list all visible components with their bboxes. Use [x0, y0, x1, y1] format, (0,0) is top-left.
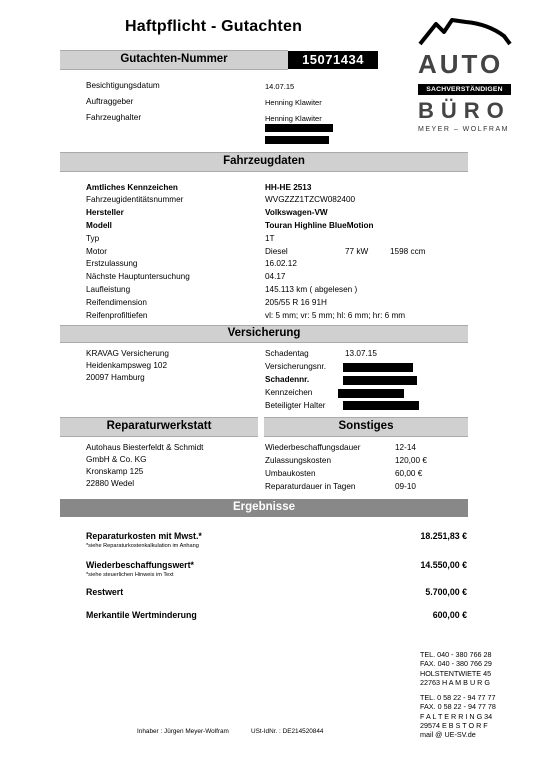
redaction	[343, 401, 419, 410]
gutachten-number-label: Gutachten-Nummer	[120, 53, 228, 65]
city-hamburg: 22763 H A M B U R G	[420, 677, 490, 687]
fax-ebstorf: FAX. 0 58 22 - 94 77 78	[420, 702, 496, 712]
field-label: Beteiligter Halter	[265, 401, 326, 410]
result-value: 600,00 €	[432, 610, 467, 620]
result-value: 14.550,00 €	[420, 560, 467, 570]
redaction	[265, 136, 329, 144]
field-value: WVGZZZ1TZCW082400	[265, 195, 356, 204]
field-label: Erstzulassung	[86, 259, 138, 268]
field-label: Besichtigungsdatum	[86, 81, 160, 90]
street-hamburg: HOLSTENTWIETE 45	[420, 668, 492, 678]
field-value: 04.17	[265, 272, 286, 281]
field-label: Auftraggeber	[86, 97, 134, 106]
field-value: Touran Highline BlueMotion	[265, 221, 374, 230]
field-value: 60,00 €	[395, 469, 423, 478]
footer-owner: Inhaber : Jürgen Meyer-Wolfram	[137, 728, 229, 735]
field-label: Nächste Hauptuntersuchung	[86, 272, 190, 281]
field-label: Modell	[86, 221, 112, 230]
field-label: Fahrzeughalter	[86, 113, 142, 122]
field-value: 14.07.15	[265, 82, 295, 91]
motor-displacement: 1598 ccm	[390, 247, 426, 256]
gutachten-number-bar	[60, 50, 288, 70]
field-label: Zulassungskosten	[265, 456, 331, 465]
field-value: 09-10	[395, 482, 416, 491]
field-value: 16.02.12	[265, 259, 297, 268]
city-ebstorf: 29574 E B S T O R F	[420, 720, 488, 730]
field-label: Reifendimension	[86, 298, 147, 307]
result-label: Wiederbeschaffungswert*	[86, 560, 194, 570]
ergebnisse-header	[60, 499, 468, 517]
workshop-company: GmbH & Co. KG	[86, 455, 147, 464]
result-label: Reparaturkosten mit Mwst.*	[86, 531, 202, 541]
section-title: Fahrzeugdaten	[223, 155, 305, 167]
field-label: Umbaukosten	[265, 469, 316, 478]
field-value: Diesel	[265, 247, 288, 256]
car-silhouette-icon	[418, 14, 514, 46]
versicherung-header	[60, 325, 468, 343]
result-note: *siehe Reparaturkostenkalkulation im Anhang	[86, 543, 199, 549]
email: mail @ UE-SV.de	[420, 730, 476, 740]
redaction	[338, 389, 404, 398]
logo-buero: BÜRO	[418, 98, 511, 123]
field-value: 1T	[265, 234, 275, 243]
insurer-city: 20097 Hamburg	[86, 373, 145, 382]
contact-hamburg	[420, 650, 492, 687]
section-title: Reparaturwerkstatt	[106, 420, 212, 432]
logo-sachverstaendigen: SACHVERSTÄNDIGEN	[418, 84, 511, 95]
field-value: Henning Klawiter	[265, 98, 322, 107]
contact-ebstorf	[420, 693, 496, 739]
insurer-name: KRAVAG Versicherung	[86, 349, 169, 358]
footer-vat-id: USt-IdNr. : DE214520844	[251, 728, 324, 735]
field-label: Amtliches Kennzeichen	[86, 183, 178, 192]
field-value: 120,00 €	[395, 456, 427, 465]
redaction	[343, 376, 417, 385]
field-label: Schadennr.	[265, 375, 310, 384]
redaction	[265, 124, 333, 132]
result-label: Restwert	[86, 587, 124, 597]
logo-auto: AUTO	[418, 49, 504, 79]
field-value: Volkswagen-VW	[265, 208, 328, 217]
field-value: 12-14	[395, 443, 416, 452]
field-value: HH-HE 2513	[265, 183, 312, 192]
field-label: Reifenprofiltiefen	[86, 311, 148, 320]
street-ebstorf: F A L T E R R I N G 34	[420, 711, 493, 721]
sonstiges-header	[264, 417, 468, 437]
section-title: Versicherung	[227, 327, 301, 339]
field-label: Hersteller	[86, 208, 124, 217]
workshop-name: Autohaus Biesterfeldt & Schmidt	[86, 443, 204, 452]
document-title: Haftpflicht - Gutachten	[125, 18, 303, 35]
field-label: Schadentag	[265, 349, 309, 358]
field-label: Kennzeichen	[265, 388, 313, 397]
workshop-city: 22880 Wedel	[86, 479, 135, 488]
field-label: Laufleistung	[86, 285, 131, 294]
redaction	[343, 363, 413, 372]
field-value: Henning Klawiter	[265, 114, 322, 123]
field-label: Motor	[86, 247, 107, 256]
result-value: 5.700,00 €	[425, 587, 467, 597]
section-title: Ergebnisse	[233, 501, 295, 513]
field-label: Fahrzeugidentitätsnummer	[86, 195, 184, 204]
gutachten-number: 15071434	[288, 51, 378, 69]
field-value: vl: 5 mm; vr: 5 mm; hl: 6 mm; hr: 6 mm	[265, 311, 406, 320]
werkstatt-header	[60, 417, 258, 437]
phone-ebstorf: TEL. 0 58 22 - 94 77 77	[420, 693, 496, 702]
result-label: Merkantile Wertminderung	[86, 610, 197, 620]
field-label: Typ	[86, 234, 100, 243]
field-value: 205/55 R 16 91H	[265, 298, 327, 307]
fax-hamburg: FAX. 040 - 380 766 29	[420, 659, 492, 669]
logo-owner: MEYER – WOLFRAM	[418, 126, 509, 133]
field-label: Reparaturdauer in Tagen	[265, 482, 356, 491]
insurer-street: Heidenkampsweg 102	[86, 361, 168, 370]
phone-hamburg: TEL. 040 - 380 766 28	[420, 650, 492, 659]
field-value: 145.113 km ( abgelesen )	[265, 285, 358, 294]
workshop-street: Kronskamp 125	[86, 467, 144, 476]
result-value: 18.251,83 €	[420, 531, 467, 541]
fahrzeugdaten-header	[60, 152, 468, 172]
field-label: Wiederbeschaffungsdauer	[265, 443, 361, 452]
result-note: *siehe steuerlichen Hinweis im Text	[86, 572, 174, 578]
motor-power: 77 kW	[345, 247, 369, 256]
section-title: Sonstiges	[338, 420, 394, 432]
field-label: Versicherungsnr.	[265, 362, 326, 371]
field-value: 13.07.15	[345, 349, 377, 358]
